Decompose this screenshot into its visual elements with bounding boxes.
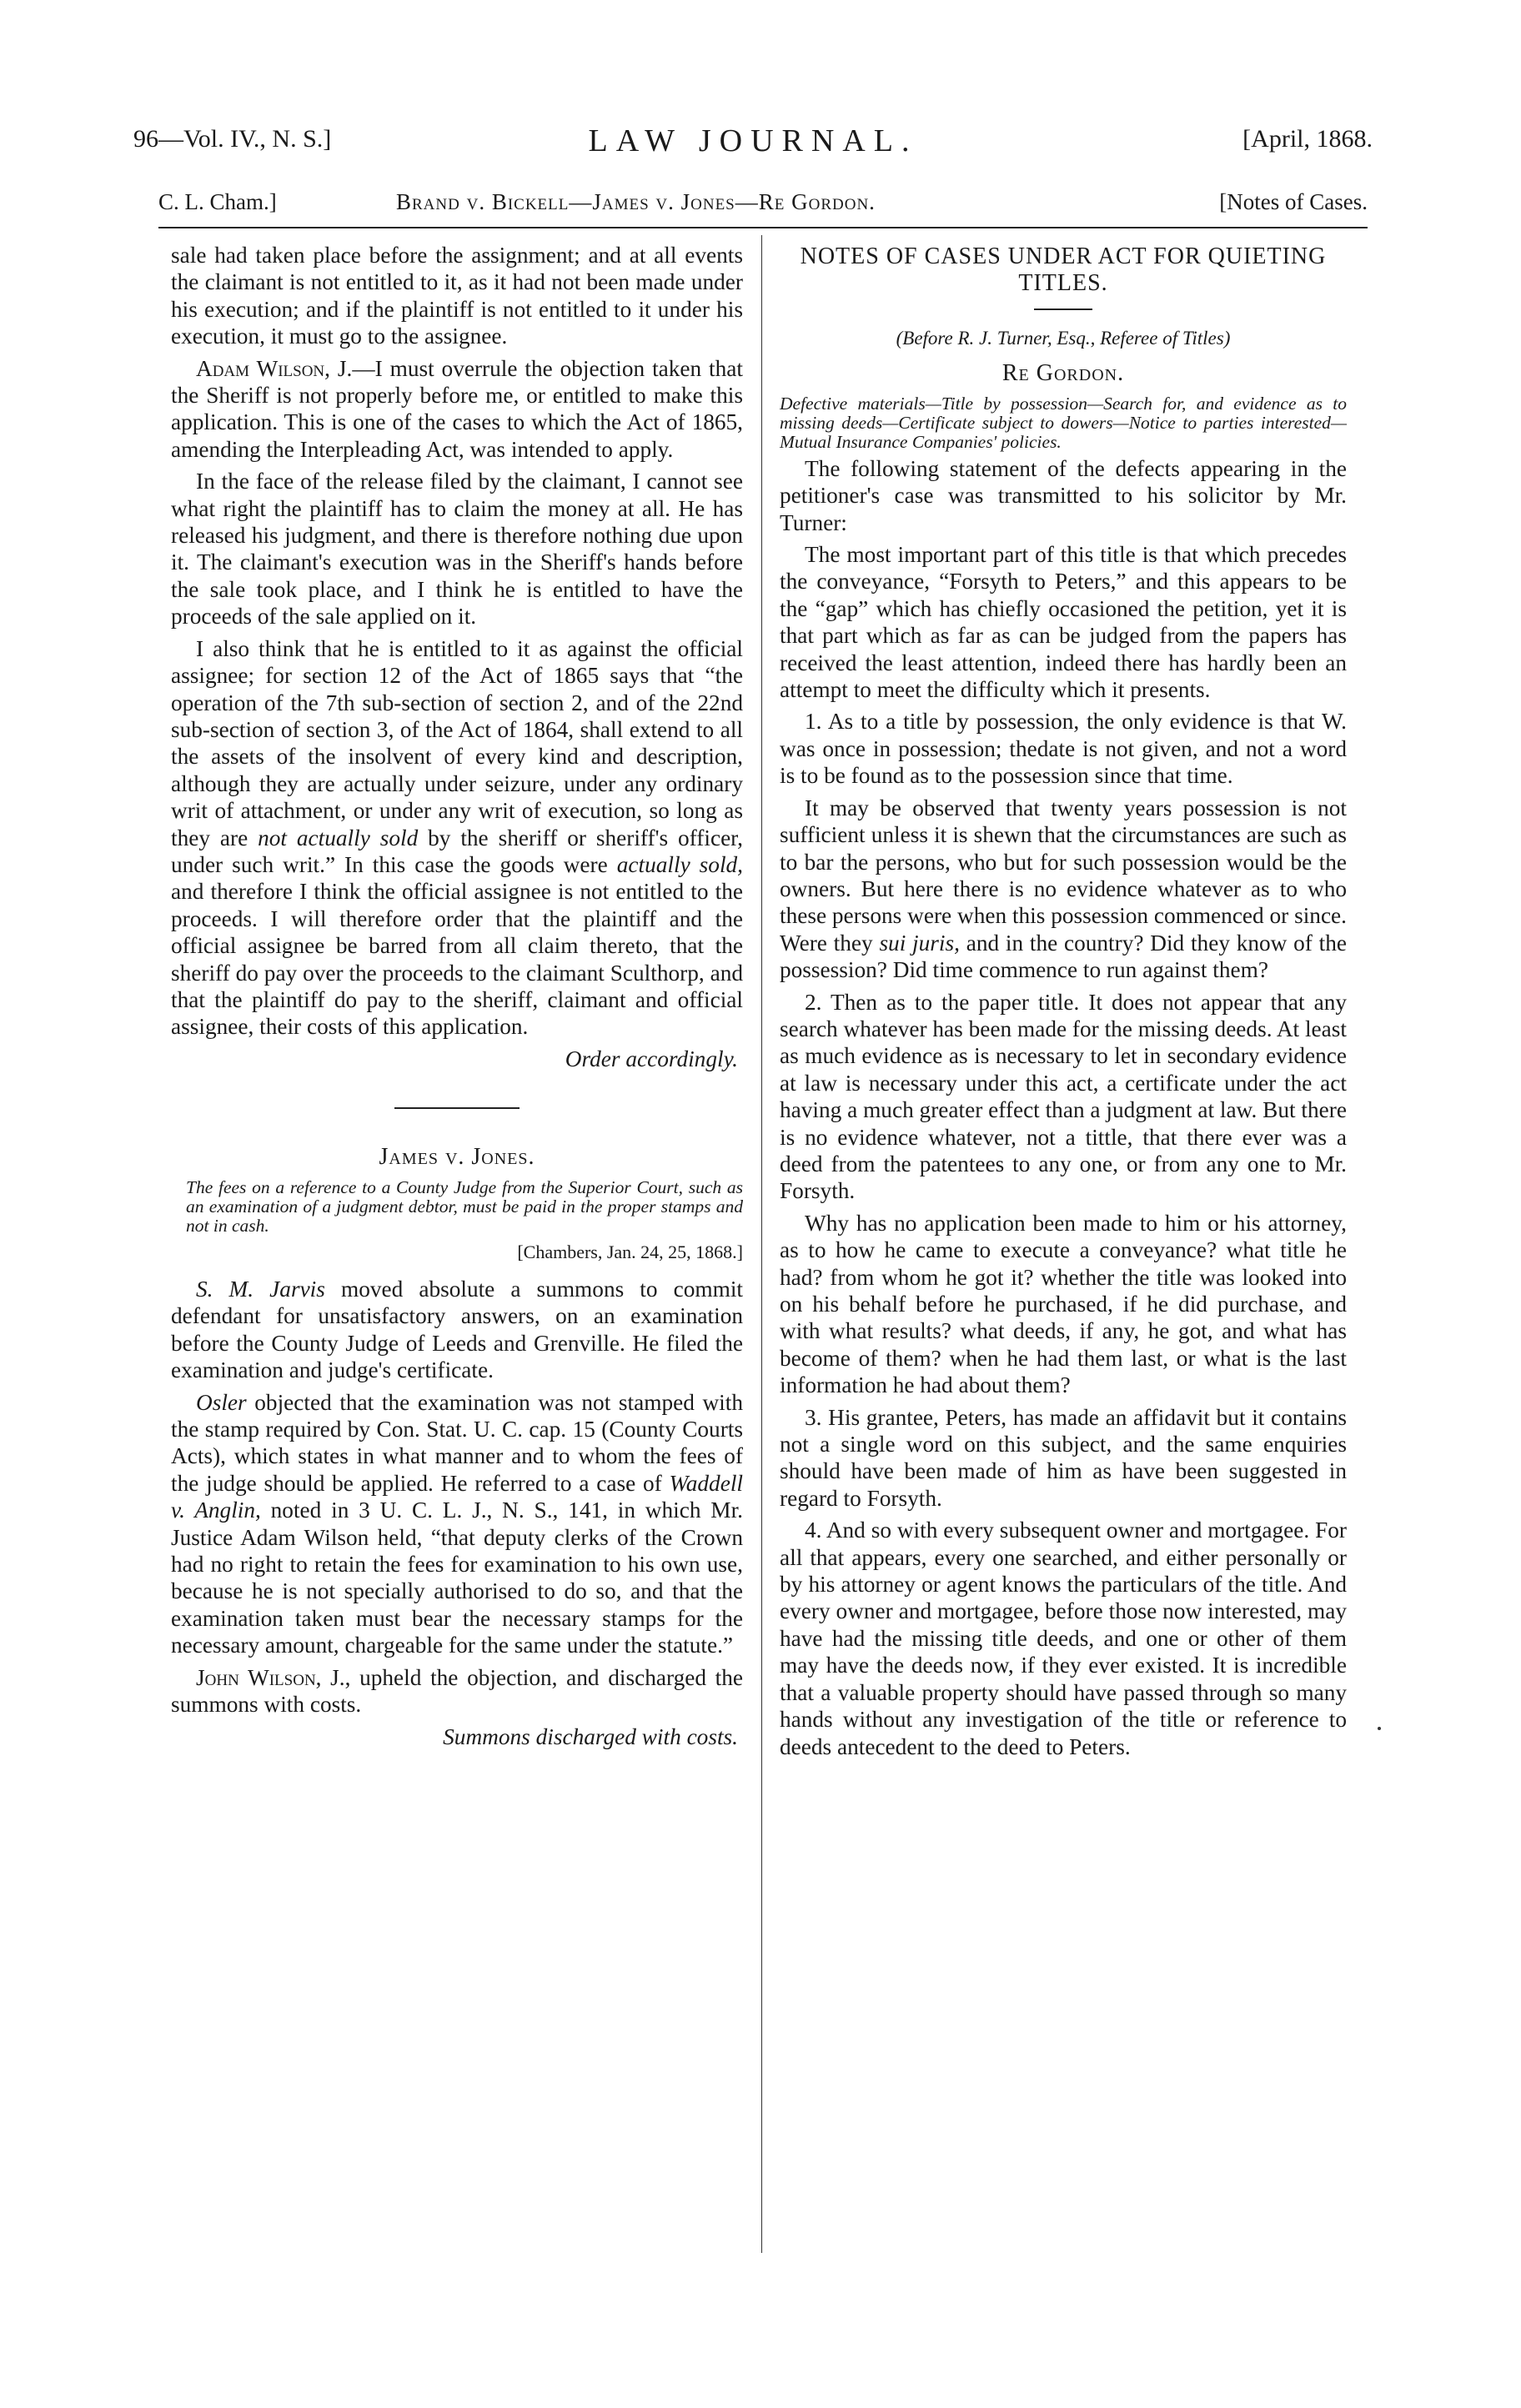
case-separator	[394, 1107, 520, 1109]
right-column	[780, 242, 1347, 1765]
title-separator	[1034, 309, 1092, 310]
paragraph	[171, 1389, 743, 1659]
case-reference: [Chambers, Jan. 24, 25, 1868.]	[517, 1241, 743, 1262]
paragraph: 3. His grantee, Peters, has made an affidavit but it contains not a single word on this subject, and the same enquiries should have been made of him as have been suggested in regard to Forsyth.	[780, 1404, 1347, 1511]
paragraph: 1. As to a title by possession, the only evidence is that W. was once in possession; thedate is not given, and not a word is to be found as to the possession since that time.	[780, 709, 1347, 789]
judge-name: Adam Wilson, J.	[196, 355, 353, 381]
left-column	[171, 242, 743, 1765]
paragraph-text: moved absolute a summons to commit defendant for unsatisfactory answers, on an examination before the County Judge of Leeds and Grenville. He filed the examination and judge's certificate.	[171, 1277, 743, 1383]
volume-page-label: 96—Vol. IV., N. S.]	[133, 125, 332, 153]
paragraph	[171, 1664, 743, 1718]
paragraph-text: —I must overrule the objection taken that the Sheriff is not properly before me, or entitled to make this application. This is one of the cases to which the Act of 1865, amending the Interpleading Act, was intended to apply.	[171, 355, 743, 462]
paragraph-text: noted in 3 U. C. L. J., N. S., 141, in which Mr. Justice Adam Wilson held, “that deputy clerks of the Crown had no right to retain the fees for examination to his own use, because he is not specially authorised to do so, and that the examination taken must bear the necessary stamps for the necessary amount, chargeable for the same under the statute.”	[171, 1497, 743, 1658]
paragraph: The following statement of the defects appearing in the petitioner's case was transmitted to his solicitor by Mr. Turner:	[780, 455, 1347, 535]
case-headnote: The fees on a reference to a County Judge from the Superior Court, such as an examination of a judgment debtor, must be paid in the proper stamps and not in cash.	[186, 1176, 743, 1236]
emphasis: not actually sold	[258, 825, 419, 850]
emphasis: sui juris,	[879, 930, 960, 956]
margin-mark	[1378, 1727, 1381, 1730]
paragraph: The most important part of this title is that which precedes the conveyance, “Forsyth to Peters,” and this appears to be the “gap” which has chiefly occasioned the petition, yet it is that part which as far as can be judged from the papers has received the least attention, indeed there has hardly been an attempt to meet the difficulty which it presents.	[780, 542, 1347, 703]
paragraph	[171, 635, 743, 1041]
paragraph: 4. And so with every subsequent owner and mortgagee. For all that appears, every one searched, and either personally or by his attorney or agent knows the particulars of the title. And every owner and mortgagee, before those now interested, may have had the missing title deeds, and one or other of them may have the deeds now, if they ever existed. It is incredible that a valuable property should have passed through so many hands without any investigation of the title or reference to deeds antecedent to the deed to Peters.	[780, 1518, 1347, 1759]
order-line: Order accordingly.	[565, 1046, 738, 1071]
section-header	[158, 189, 1368, 223]
paragraph-text: and in the country? Did they know of the possession? Did time commence to run against them?	[780, 930, 1347, 983]
issue-date: [April, 1868.	[1242, 125, 1373, 153]
cited-case: Waddell v. Anglin,	[171, 1470, 743, 1523]
running-header	[133, 125, 1373, 167]
judge-name: John Wilson, J.,	[196, 1664, 351, 1690]
paragraph-text: by the sheriff or sheriff's officer, under such writ.” In this case the goods were	[171, 825, 744, 877]
referee-line: (Before R. J. Turner, Esq., Referee of Titles)	[896, 328, 1231, 349]
court-label: C. L. Cham.]	[158, 189, 277, 214]
paragraph-text: It may be observed that twenty years possession is not sufficient unless it is shewn that the circumstances are such as to bar the persons, who but for such possession would be the owners. But here there is no evidence whatever as to who these persons were when this possession commenced or since. Were they	[780, 795, 1347, 956]
emphasis: actually sold,	[616, 851, 743, 877]
header-rule	[158, 227, 1368, 228]
paragraph	[171, 355, 743, 464]
case-title: Re Gordon.	[1001, 360, 1125, 387]
paragraph: In the face of the release filed by the claimant, I cannot see what right the plaintiff has to claim the money at all. He has released his judgment, and there is therefore nothing due upon it. The claimant's execution was in the Sheriff's hands before the sale took place, and I think he is entitled to have the proceeds of the sale applied on it.	[171, 469, 743, 630]
section-title: NOTES OF CASES UNDER ACT FOR QUIETING TITLES.	[800, 243, 1327, 296]
case-title: James v. Jones.	[379, 1144, 535, 1171]
paragraph: Why has no application been made to him or his attorney, as to how he came to execute a conveyance? what title he had? from whom he got it? whether the title was looked into on his behalf before he purchased, if he did purchase, and with what results? what deeds, if any, he got, and what has become of them? when he had them last, or what is the last information he had about them?	[780, 1210, 1347, 1398]
cases-label: Brand v. Bickell—James v. Jones—Re Gordon.	[396, 189, 876, 214]
paragraph-text: and therefore I think the official assignee is not entitled to the proceeds. I will therefore order that the plaintiff and the official assignee be barred from all claim thereto, that the sheriff do pay over the proceeds to the claimant Sculthorp, and that the plaintiff do pay to the sheriff, claimant and official assignee, their costs of this application.	[171, 879, 743, 1040]
case-headnote: Defective materials—Title by possession—Search for, and evidence as to missing deeds—Certificate subject to dowers—Notice to parties interested—Mutual Insurance Companies' policies.	[780, 393, 1347, 452]
counsel-name: S. M. Jarvis	[196, 1277, 325, 1302]
paragraph	[171, 1276, 743, 1384]
paragraph-text: objected that the examination was not stamped with the stamp required by Con. Stat. U. C. cap. 15 (County Courts Acts), which states in what manner and to whom the fees of the judge should be applied. He referred to a case of	[171, 1389, 743, 1496]
paragraph	[780, 795, 1347, 984]
counsel-name: Osler	[196, 1389, 247, 1415]
column-divider	[761, 235, 762, 2253]
journal-title: LAW JOURNAL.	[588, 123, 918, 158]
paragraph-text: upheld the objection, and discharged the summons with costs.	[171, 1664, 743, 1718]
paragraph: sale had taken place before the assignment; and at all events the claimant is not entitled to it, as it had not been made under his execution; and if the plaintiff is not entitled to it under his execution, it must go to the assignee.	[171, 243, 743, 349]
order-line: Summons discharged with costs.	[443, 1723, 738, 1749]
paragraph: 2. Then as to the paper title. It does not appear that any search whatever has been made for the missing deeds. At least as much evidence as is necessary to let in secondary evidence at law is necessary under this act, a certificate under the act having a much greater effect than a judgment at law. But there is no evidence whatever, not a tittle, that there ever was a deed from the patentees to any one, or from any one to Mr. Forsyth.	[780, 989, 1347, 1204]
section-label: [Notes of Cases.	[1219, 189, 1368, 214]
paragraph-text: I also think that he is entitled to it as against the official assignee; for section 12 of the Act of 1865 says that “the operation of the 7th sub-section of section 2, and of the 22nd sub-section of section 3, of the Act of 1864, shall extend to all the assets of the insolvent of every kind and description, although they are actually under seizure, under any ordinary writ of attachment, or under any writ of execution, so long as they are	[171, 635, 743, 850]
